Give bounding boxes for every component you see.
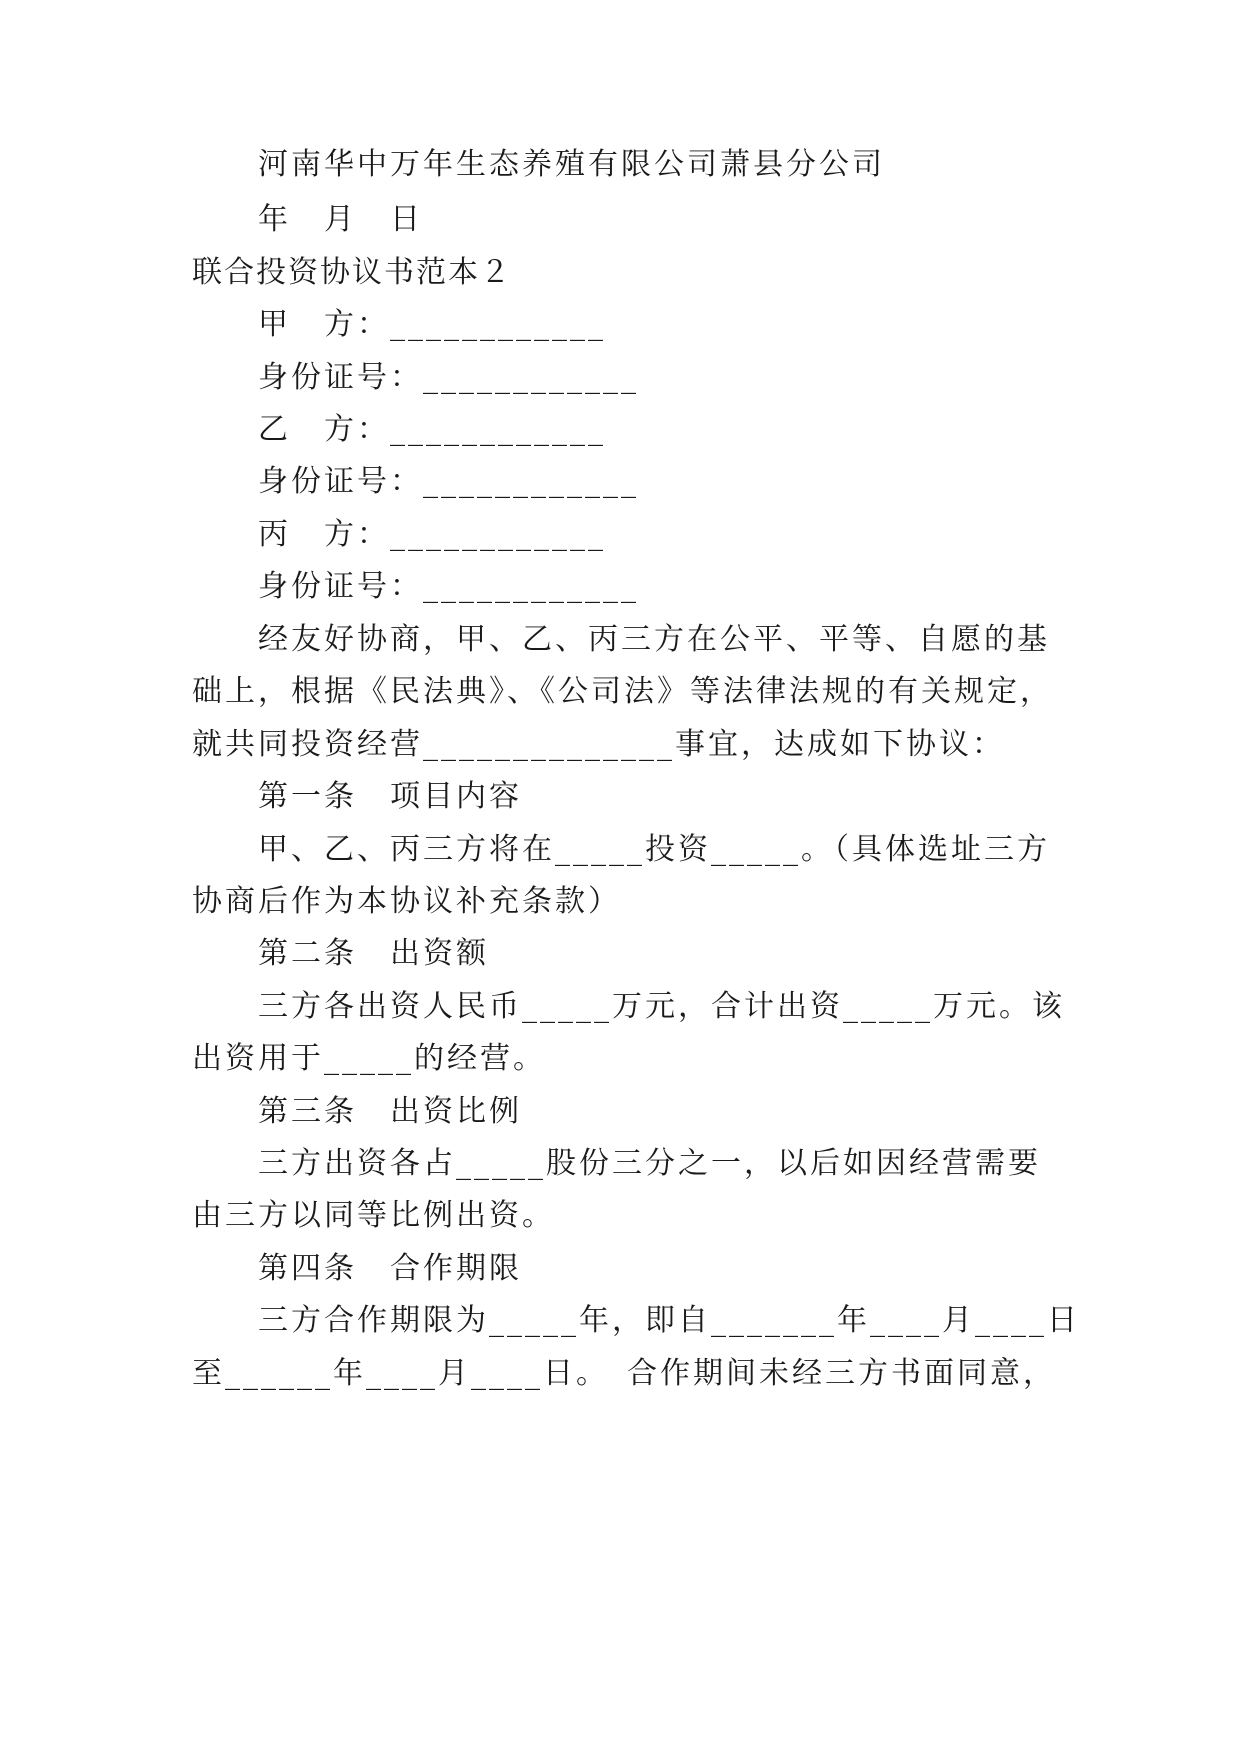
party-c-id-blank: ____________ <box>423 569 639 604</box>
article-1-heading: 第一条 项目内容 <box>258 779 522 814</box>
party-b-label: 乙 方： <box>258 412 390 447</box>
a4-text: 年 <box>837 1303 870 1338</box>
party-a-id-line <box>258 358 639 398</box>
party-b-blank: ____________ <box>390 412 606 447</box>
party-c-id-label: 身份证号： <box>258 569 423 604</box>
article-3-line-2: 由三方以同等比例出资。 <box>192 1198 555 1233</box>
preamble-text-end: 事宜，达成如下协议： <box>675 727 1005 762</box>
a2-blank-total: _____ <box>843 989 933 1024</box>
party-c-label: 丙 方： <box>258 517 390 552</box>
a2-text: 三方各出资人民币 <box>258 989 522 1024</box>
a4-text: 年 <box>333 1356 366 1391</box>
preamble-line-2: 础上，根据《民法典》、《公司法》等法律法规的有关规定， <box>192 674 1053 709</box>
a2-text: 万元，合计出资 <box>612 989 843 1024</box>
party-c-line <box>258 515 606 555</box>
a3-text: 股份三分之一，以后如因经营需要 <box>546 1146 1041 1181</box>
party-b-id-blank: ____________ <box>423 464 639 499</box>
a2-text: 出资用于 <box>192 1041 324 1076</box>
party-b-id-label: 身份证号： <box>258 464 423 499</box>
preamble-blank: ______________ <box>423 727 675 762</box>
article-3-heading: 第三条 出资比例 <box>258 1094 522 1129</box>
party-a-label: 甲 方： <box>258 307 390 342</box>
a1-text: 投资 <box>645 832 711 867</box>
article-4-line-1 <box>258 1301 1080 1341</box>
article-1-line-2: 协商后作为本协议补充条款） <box>192 884 621 919</box>
a4-blank-start-year: _______ <box>711 1303 837 1338</box>
a4-text: 三方合作期限为 <box>258 1303 489 1338</box>
article-4-line-2 <box>192 1354 1056 1394</box>
a2-blank-each: _____ <box>522 989 612 1024</box>
party-b-line <box>258 410 606 450</box>
article-2-line-2 <box>192 1039 546 1079</box>
a4-text: 日。 合作期间未经三方书面同意， <box>543 1356 1056 1391</box>
document-title: 联合投资协议书范本２ <box>192 255 512 290</box>
a4-text: 至 <box>192 1356 225 1391</box>
a4-blank-end-day: ____ <box>471 1356 543 1391</box>
signature-date: 年 月 日 <box>258 202 423 237</box>
party-c-blank: ____________ <box>390 517 606 552</box>
preamble-line-3 <box>192 725 1005 765</box>
signature-company: 河南华中万年生态养殖有限公司萧县分公司 <box>258 147 885 182</box>
a4-text: 年，即自 <box>579 1303 711 1338</box>
a1-text: 甲、乙、丙三方将在 <box>258 832 555 867</box>
article-2-heading: 第二条 出资额 <box>258 936 489 971</box>
a1-blank-project: _____ <box>711 832 801 867</box>
a4-blank-end-month: ____ <box>366 1356 438 1391</box>
article-1-line-1 <box>258 830 1050 870</box>
a4-text: 月 <box>942 1303 975 1338</box>
a4-text: 日 <box>1047 1303 1080 1338</box>
party-a-id-label: 身份证号： <box>258 360 423 395</box>
preamble-line-1: 经友好协商，甲、乙、丙三方在公平、平等、自愿的基 <box>258 622 1050 657</box>
a4-blank-years: _____ <box>489 1303 579 1338</box>
a2-text: 万元。该 <box>933 989 1065 1024</box>
a4-blank-start-month: ____ <box>870 1303 942 1338</box>
party-a-id-blank: ____________ <box>423 360 639 395</box>
article-2-line-1 <box>258 987 1065 1027</box>
a3-text: 三方出资各占 <box>258 1146 456 1181</box>
party-a-blank: ____________ <box>390 307 606 342</box>
a2-blank-use: _____ <box>324 1041 414 1076</box>
party-b-id-line <box>258 462 639 502</box>
a4-blank-start-day: ____ <box>975 1303 1047 1338</box>
a1-blank-location: _____ <box>555 832 645 867</box>
preamble-text: 就共同投资经营 <box>192 727 423 762</box>
a1-text: 。（具体选址三方 <box>801 832 1050 867</box>
article-3-line-1 <box>258 1144 1041 1184</box>
a2-text: 的经营。 <box>414 1041 546 1076</box>
a4-blank-end-year: ______ <box>225 1356 333 1391</box>
party-a-line <box>258 305 606 345</box>
party-c-id-line <box>258 567 639 607</box>
a4-text: 月 <box>438 1356 471 1391</box>
article-4-heading: 第四条 合作期限 <box>258 1251 522 1286</box>
a3-blank-share: _____ <box>456 1146 546 1181</box>
